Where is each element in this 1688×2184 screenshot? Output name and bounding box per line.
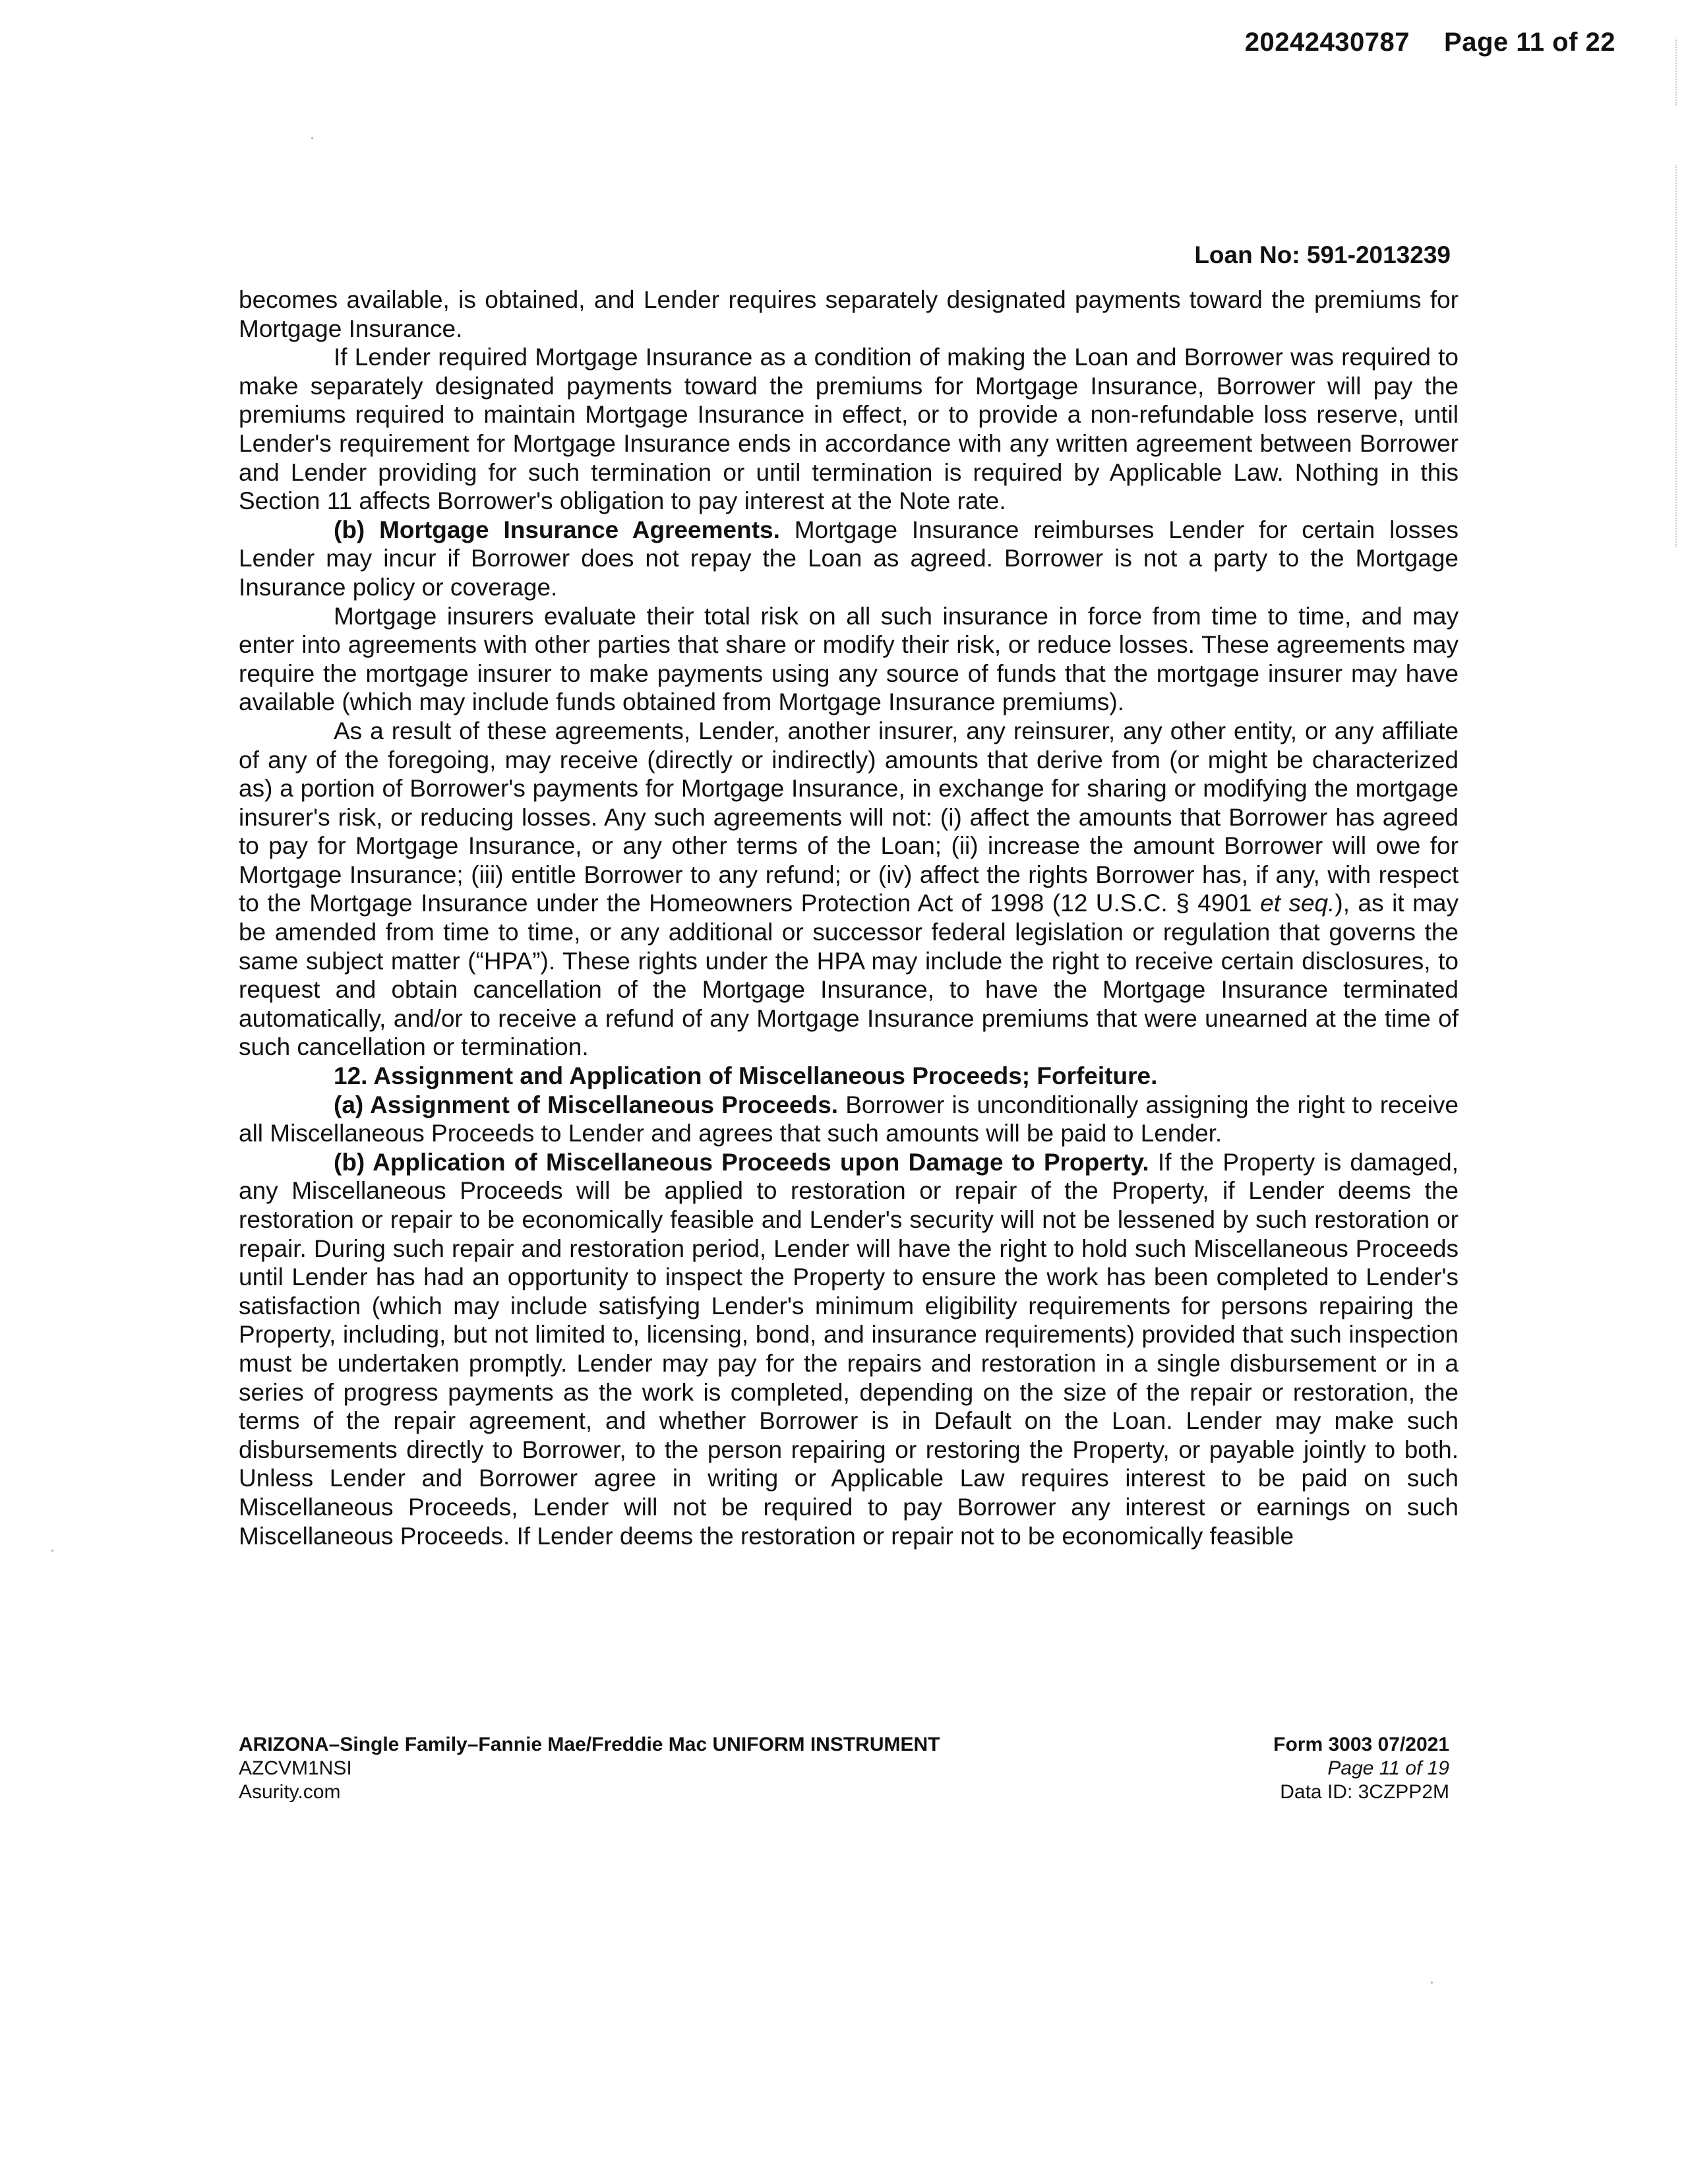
document-number: 20242430787 bbox=[1244, 28, 1410, 57]
section-heading: (a) Assignment of Miscellaneous Proceeds. bbox=[334, 1091, 839, 1118]
form-number: Form 3003 07/2021 bbox=[1273, 1734, 1449, 1755]
section-heading: (b) Application of Miscellaneous Proceeds upon Damage to Property. bbox=[334, 1148, 1149, 1176]
document-body bbox=[239, 286, 1459, 1550]
section-application-of-proceeds bbox=[239, 1148, 1459, 1550]
form-code: AZCVM1NSI bbox=[239, 1757, 352, 1779]
paragraph-text: If Lender required Mortgage Insurance as a condition of making the Loan and Borrower was required to make separately designated payments toward the premiums for Mortgage Insurance, Borrower will pay the premiums required to maintain Mortgage Insurance in effect, or to provide a non-refundable loss reserve, until Lender's requirement for Mortgage Insurance ends in accordance with any written agreement between Borrower and Lender providing for such termination or until termination is required by Applicable Law. Nothing in this Section 11 affects Borrower's obligation to pay interest at the Note rate. bbox=[239, 344, 1459, 515]
data-id: Data ID: 3CZPP2M bbox=[1280, 1781, 1449, 1803]
paragraph bbox=[239, 717, 1459, 1062]
loan-number: Loan No: 591-2013239 bbox=[1194, 241, 1451, 268]
section-12-heading bbox=[239, 1062, 1459, 1091]
paragraph-text: As a result of these agreements, Lender, another insurer, any reinsurer, any other entity, or any affiliate of any of the foregoing, may receive (directly or indirectly) amounts that derive from (or might be characterized as) a portion of Borrower's payments for Mortgage Insurance, in exchange for sharing or modifying the mortgage insurer's risk, or reducing losses. Any such agreements will not: (i) affect the amounts that Borrower has agreed to pay for Mortgage Insurance, or any other terms of the Loan; (ii) increase the amount Borrower will owe for Mortgage Insurance; (iii) entitle Borrower to any refund; or (iv) affect the rights Borrower has, if any, with respect to the Mortgage Insurance under the Homeowners Protection Act of 1998 (12 U.S.C. § 4901 bbox=[239, 717, 1459, 917]
paragraph bbox=[239, 602, 1459, 717]
paragraph-text: Borrower is unconditionally assigning the right to receive all Miscellaneous Proceeds to Lender and agrees that such amounts will be paid to Lender. bbox=[239, 1091, 1459, 1147]
form-title: ARIZONA–Single Family–Fannie Mae/Freddie Mac UNIFORM INSTRUMENT bbox=[239, 1734, 940, 1755]
section-heading: 12. Assignment and Application of Miscellaneous Proceeds; Forfeiture. bbox=[334, 1062, 1158, 1090]
section-mortgage-insurance-agreements bbox=[239, 516, 1459, 602]
vendor-site: Asurity.com bbox=[239, 1781, 341, 1803]
paragraph-text: Mortgage Insurance reimburses Lender for certain losses Lender may incur if Borrower does not repay the Loan as agreed. Borrower is not a party to the Mortgage Insurance policy or coverage. bbox=[239, 516, 1459, 601]
scan-speck bbox=[51, 1550, 53, 1552]
recording-header bbox=[1245, 28, 1615, 57]
section-assignment-of-proceeds bbox=[239, 1091, 1459, 1148]
recording-page-label: Page 11 of 22 bbox=[1444, 28, 1615, 57]
section-heading: (b) Mortgage Insurance Agreements. bbox=[334, 516, 780, 543]
form-page-label: Page 11 of 19 bbox=[1327, 1757, 1449, 1779]
paragraph bbox=[239, 343, 1459, 516]
paragraph-text: If the Property is damaged, any Miscellaneous Proceeds will be applied to restoration or repair of the Property, if Lender deems the restoration or repair to be economically feasible and Lender's security will not be lessened by such restoration or repair. During such repair and restoration period, Lender will have the right to hold such Miscellaneous Proceeds until Lender has had an opportunity to inspect the Property to ensure the work has been completed to Lender's satisfaction (which may include satisfying Lender's minimum eligibility requirements for persons repairing the Property, including, but not limited to, licensing, bond, and insurance requirements) provided that such inspection must be undertaken promptly. Lender may pay for the repairs and restoration in a single disbursement or in a series of progress payments as the work is completed, depending on the size of the repair or restoration, the terms of the repair agreement, and whether Borrower is in Default on the Loan. Lender may make such disbursements directly to Borrower, to the person repairing or restoring the Property, or payable jointly to both. Unless Lender and Borrower agree in writing or Applicable Law requires interest to be paid on such Miscellaneous Proceeds, Lender will not be required to pay Borrower any interest or earnings on such Miscellaneous Proceeds. If Lender deems the restoration or repair not to be economically feasible bbox=[239, 1148, 1459, 1550]
scan-speck bbox=[1431, 1982, 1433, 1984]
paragraph-text: becomes available, is obtained, and Lender requires separately designated payments toward the premiums for Mortgage Insurance. bbox=[239, 286, 1459, 342]
footer-right bbox=[1273, 1733, 1449, 1804]
paragraph-text: Mortgage insurers evaluate their total risk on all such insurance in force from time to time, and may enter into agreements with other parties that share or modify their risk, or reduce losses. These agreements may require the mortgage insurer to make payments using any source of funds that the mortgage insurer may have available (which may include funds obtained from Mortgage Insurance premiums). bbox=[239, 602, 1459, 716]
scan-edge-mark-top bbox=[1675, 40, 1679, 106]
paragraph-text: ), as it may be amended from time to time, or any additional or successor federal legislation or regulation that governs the same subject matter (“HPA”). These rights under the HPA may include the right to receive certain disclosures, to request and obtain cancellation of the Mortgage Insurance, to have the Mortgage Insurance terminated automatically, and/or to receive a refund of any Mortgage Insurance premiums that were unearned at the time of such cancellation or termination. bbox=[239, 890, 1459, 1061]
paragraph bbox=[239, 286, 1459, 343]
scan-edge-mark-middle bbox=[1675, 165, 1679, 547]
scan-speck bbox=[311, 137, 313, 139]
citation-italic: et seq. bbox=[1260, 890, 1335, 917]
footer-left bbox=[239, 1733, 940, 1804]
